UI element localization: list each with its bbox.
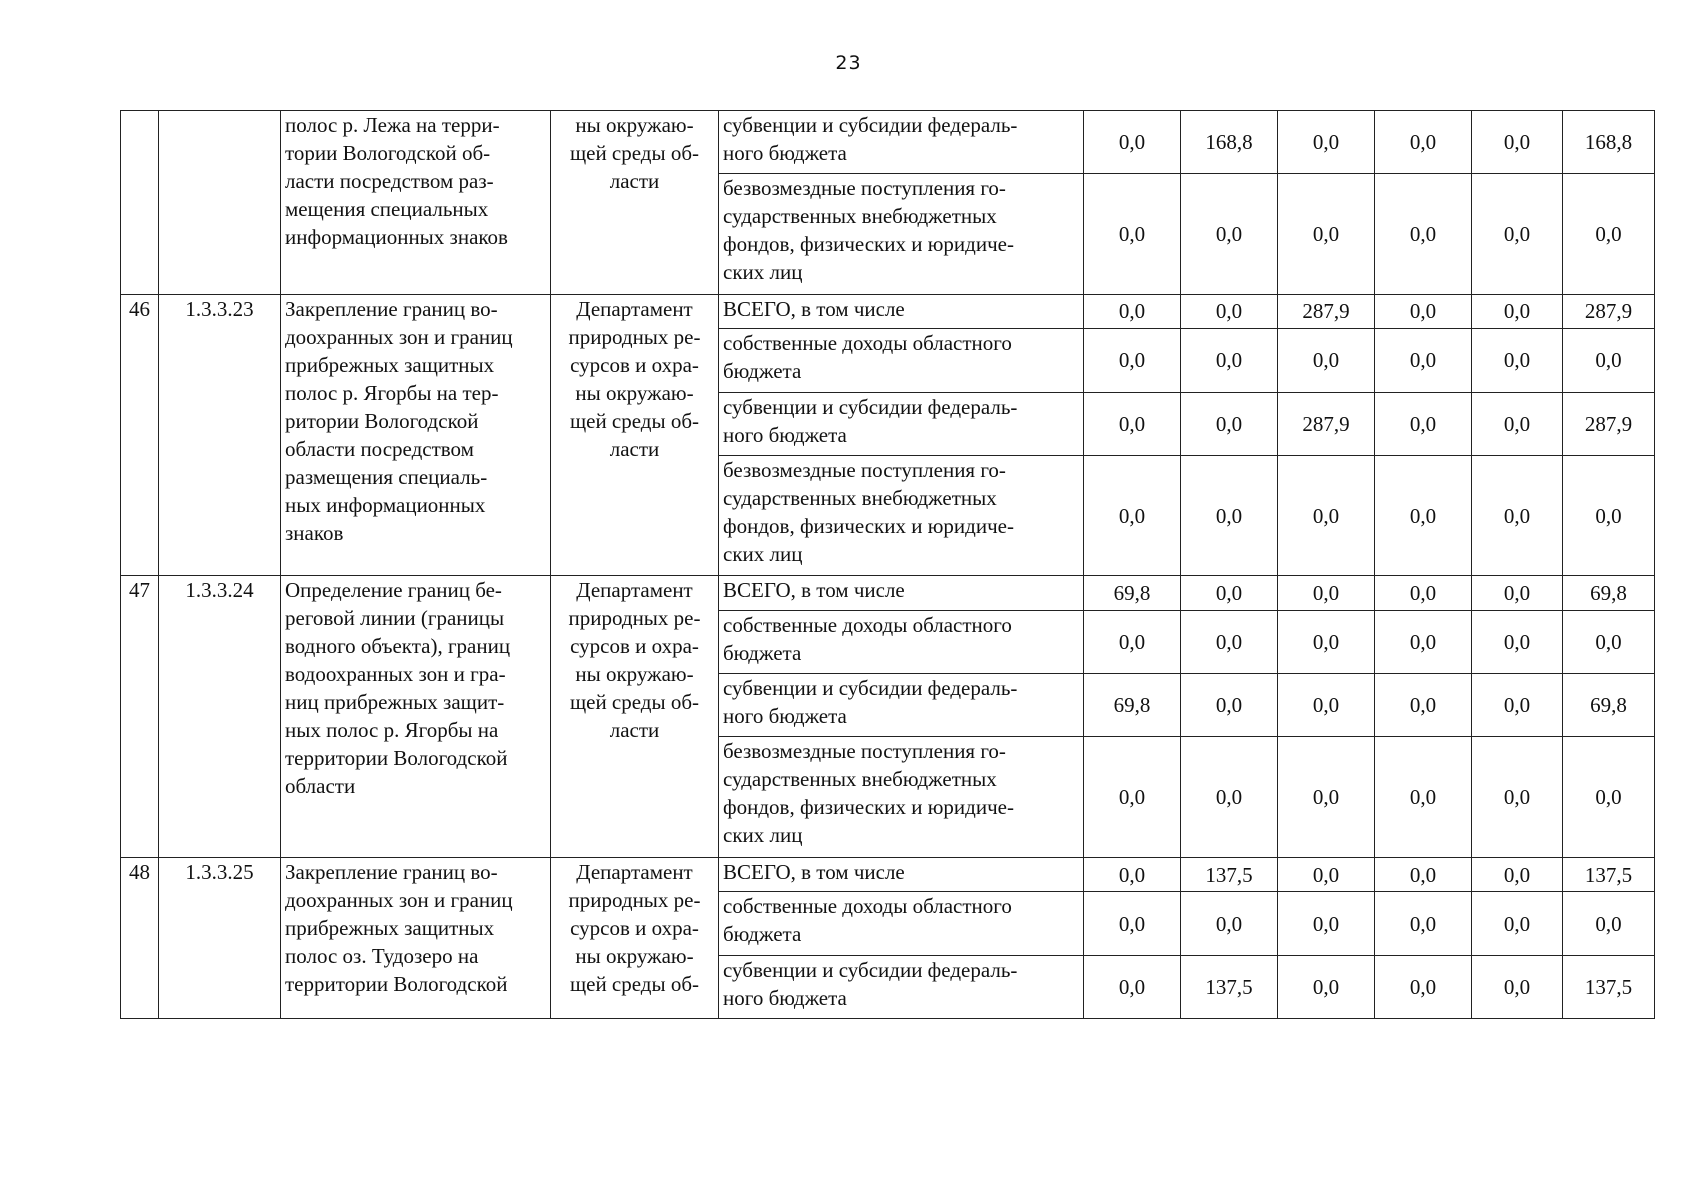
row-number: 47 [121,576,159,858]
funding-source: собственные доходы областного бюджета [719,610,1084,673]
amount-cell: 287,9 [1563,392,1655,455]
amount-cell: 69,8 [1563,674,1655,737]
amount-cell: 137,5 [1563,857,1655,892]
amount-cell: 0,0 [1375,674,1472,737]
amount-cell: 69,8 [1084,576,1181,611]
funding-source: безвозмездные поступления го- сударственных внебюджетных фондов, физических и юридиче- ских лиц [719,174,1084,294]
amount-cell: 0,0 [1375,857,1472,892]
amount-cell: 287,9 [1278,392,1375,455]
amount-cell: 0,0 [1181,392,1278,455]
amount-cell: 69,8 [1084,674,1181,737]
amount-cell: 0,0 [1472,174,1563,294]
amount-cell: 0,0 [1181,737,1278,857]
amount-cell: 0,0 [1563,174,1655,294]
measure-code [159,111,281,295]
amount-cell: 0,0 [1563,892,1655,955]
amount-cell: 0,0 [1084,294,1181,329]
funding-source: субвенции и субсидии федераль- ного бюджета [719,955,1084,1018]
amount-cell: 0,0 [1472,392,1563,455]
amount-cell: 0,0 [1375,455,1472,575]
executor: Департамент природных ре- сурсов и охра- ны окружаю- щей среды об- ласти [551,294,719,576]
amount-cell: 168,8 [1563,111,1655,174]
table-row [121,857,1655,892]
row-number: 46 [121,294,159,576]
amount-cell: 0,0 [1278,955,1375,1018]
amount-cell: 0,0 [1084,174,1181,294]
executor: Департамент природных ре- сурсов и охра- ны окружаю- щей среды об- ласти [551,576,719,858]
amount-cell: 0,0 [1278,674,1375,737]
amount-cell: 69,8 [1563,576,1655,611]
amount-cell: 0,0 [1084,892,1181,955]
row-number: 48 [121,857,159,1018]
amount-cell: 0,0 [1375,174,1472,294]
amount-cell: 0,0 [1472,737,1563,857]
executor: ны окружаю- щей среды об- ласти [551,111,719,295]
amount-cell: 0,0 [1084,111,1181,174]
amount-cell: 0,0 [1181,294,1278,329]
amount-cell: 0,0 [1278,455,1375,575]
funding-source: субвенции и субсидии федераль- ного бюджета [719,674,1084,737]
amount-cell: 0,0 [1472,576,1563,611]
amount-cell: 0,0 [1375,329,1472,392]
amount-cell: 0,0 [1084,455,1181,575]
funding-source: субвенции и субсидии федераль- ного бюджета [719,111,1084,174]
table-row [121,294,1655,329]
amount-cell: 0,0 [1472,955,1563,1018]
amount-cell: 0,0 [1375,892,1472,955]
measure-name: Определение границ бе- реговой линии (границы водного объекта), границ водоохранных зон и гра- ниц прибрежных защит- ных полос р. Ягорбы на территории Вологодской области [281,576,551,858]
funding-source: безвозмездные поступления го- сударственных внебюджетных фондов, физических и юридиче- ских лиц [719,737,1084,857]
amount-cell: 0,0 [1375,576,1472,611]
table-row [121,576,1655,611]
amount-cell: 0,0 [1472,610,1563,673]
amount-cell: 0,0 [1084,392,1181,455]
amount-cell: 0,0 [1181,892,1278,955]
measure-code: 1.3.3.23 [159,294,281,576]
measure-code: 1.3.3.24 [159,576,281,858]
amount-cell: 0,0 [1278,111,1375,174]
amount-cell: 0,0 [1181,455,1278,575]
amount-cell: 0,0 [1472,857,1563,892]
table-body [121,111,1655,1019]
funding-source: собственные доходы областного бюджета [719,329,1084,392]
amount-cell: 0,0 [1181,610,1278,673]
amount-cell: 0,0 [1472,455,1563,575]
amount-cell: 0,0 [1278,892,1375,955]
amount-cell: 0,0 [1278,174,1375,294]
amount-cell: 0,0 [1278,329,1375,392]
measure-name: Закрепление границ во- доохранных зон и границ прибрежных защитных полос оз. Тудозеро на территории Вологодской [281,857,551,1018]
amount-cell: 0,0 [1375,111,1472,174]
page-number: 23 [835,52,862,74]
row-number [121,111,159,295]
amount-cell: 0,0 [1278,737,1375,857]
amount-cell: 0,0 [1472,329,1563,392]
funding-source: безвозмездные поступления го- сударственных внебюджетных фондов, физических и юридиче- ских лиц [719,455,1084,575]
amount-cell: 0,0 [1375,737,1472,857]
funding-source: ВСЕГО, в том числе [719,576,1084,611]
amount-cell: 137,5 [1181,857,1278,892]
amount-cell: 0,0 [1563,737,1655,857]
amount-cell: 0,0 [1278,610,1375,673]
amount-cell: 0,0 [1181,674,1278,737]
amount-cell: 0,0 [1084,955,1181,1018]
amount-cell: 0,0 [1472,111,1563,174]
measure-name: полос р. Лежа на терри- тории Вологодской об- ласти посредством раз- мещения специальных информационных знаков [281,111,551,295]
amount-cell: 0,0 [1472,892,1563,955]
amount-cell: 0,0 [1563,610,1655,673]
budget-table [120,110,1655,1019]
amount-cell: 0,0 [1563,329,1655,392]
executor: Департамент природных ре- сурсов и охра- ны окружаю- щей среды об- [551,857,719,1018]
amount-cell: 0,0 [1084,329,1181,392]
funding-source: субвенции и субсидии федераль- ного бюджета [719,392,1084,455]
amount-cell: 0,0 [1084,737,1181,857]
amount-cell: 287,9 [1563,294,1655,329]
amount-cell: 0,0 [1472,294,1563,329]
amount-cell: 0,0 [1084,857,1181,892]
funding-source: ВСЕГО, в том числе [719,857,1084,892]
amount-cell: 0,0 [1472,674,1563,737]
funding-source: собственные доходы областного бюджета [719,892,1084,955]
amount-cell: 0,0 [1375,610,1472,673]
amount-cell: 0,0 [1375,392,1472,455]
funding-source: ВСЕГО, в том числе [719,294,1084,329]
amount-cell: 0,0 [1181,576,1278,611]
amount-cell: 137,5 [1181,955,1278,1018]
amount-cell: 0,0 [1181,174,1278,294]
amount-cell: 168,8 [1181,111,1278,174]
table-row [121,111,1655,174]
amount-cell: 0,0 [1563,455,1655,575]
measure-name: Закрепление границ во- доохранных зон и границ прибрежных защитных полос р. Ягорбы на тер- ритории Вологодской области посредством размещения специаль- ных информационных знаков [281,294,551,576]
amount-cell: 0,0 [1181,329,1278,392]
amount-cell: 0,0 [1084,610,1181,673]
measure-code: 1.3.3.25 [159,857,281,1018]
amount-cell: 0,0 [1375,294,1472,329]
amount-cell: 287,9 [1278,294,1375,329]
amount-cell: 137,5 [1563,955,1655,1018]
amount-cell: 0,0 [1278,857,1375,892]
amount-cell: 0,0 [1278,576,1375,611]
amount-cell: 0,0 [1375,955,1472,1018]
